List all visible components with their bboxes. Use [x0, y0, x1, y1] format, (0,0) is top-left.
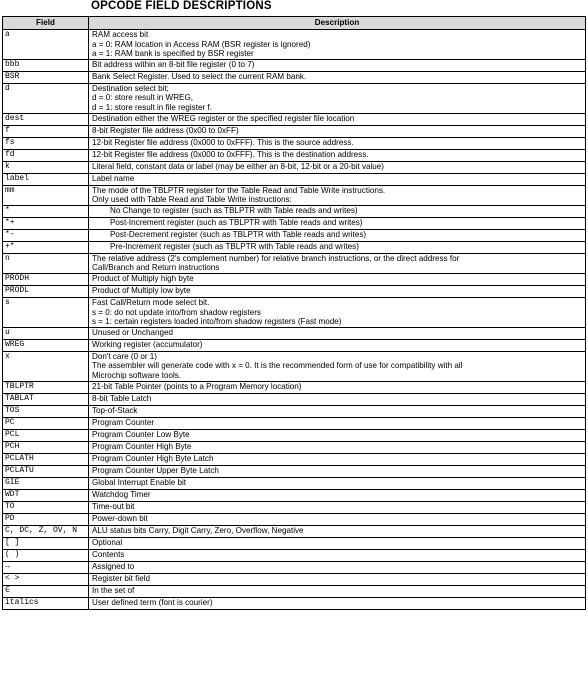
description-cell: [89, 429, 586, 441]
field-cell: [3, 573, 89, 585]
description-cell: [89, 125, 586, 137]
field-cell: [3, 241, 89, 253]
description-line: ALU status bits Carry, Digit Carry, Zero, Overflow, Negative: [92, 525, 304, 535]
description-cell: [89, 30, 586, 60]
field-cell: [3, 285, 89, 297]
table-row: [3, 381, 586, 393]
field-name: *-: [5, 229, 15, 239]
description-line: s = 0: do not update into/from shadow registers: [92, 307, 261, 317]
description-line: Program Counter Upper Byte Latch: [92, 465, 219, 475]
description-line: Program Counter Low Byte: [92, 429, 190, 439]
field-cell: [3, 149, 89, 161]
description-line: Literal field, constant data or label (may be either an 8-bit, 12-bit or a 20-bit value): [92, 161, 384, 171]
table-row: [3, 441, 586, 453]
description-line: s = 1: certain registers loaded into/from shadow registers (Fast mode): [92, 317, 342, 327]
field-cell: [3, 137, 89, 149]
field-cell: [3, 597, 89, 609]
table-row: [3, 59, 586, 71]
description-cell: [89, 241, 586, 253]
table-row: [3, 549, 586, 561]
description-line: The assembler will generate code with x = 0. It is the recommended form of use for compatibility with all: [92, 361, 463, 371]
description-line: 21-bit Table Pointer (points to a Program Memory location): [92, 381, 302, 391]
description-cell: [89, 573, 586, 585]
field-name: x: [5, 351, 10, 361]
description-cell: [89, 381, 586, 393]
field-name: s: [5, 297, 10, 307]
field-name: ∈: [5, 585, 10, 595]
field-name: WREG: [5, 339, 25, 349]
description-line: User defined term (font is courier): [92, 597, 213, 607]
field-name: dest: [5, 113, 25, 123]
table-row: [3, 453, 586, 465]
description-cell: [89, 441, 586, 453]
field-name: TABLAT: [5, 393, 34, 403]
table-row: [3, 537, 586, 549]
field-cell: [3, 173, 89, 185]
table-row: [3, 113, 586, 125]
field-cell: [3, 253, 89, 273]
description-cell: [89, 501, 586, 513]
table-row: [3, 477, 586, 489]
description-line: 12-bit Register file address (0x000 to 0xFFF). This is the source address.: [92, 137, 354, 147]
table-row: [3, 327, 586, 339]
description-cell: [89, 185, 586, 205]
table-row: [3, 229, 586, 241]
table-row: [3, 217, 586, 229]
field-name: u: [5, 327, 10, 337]
field-cell: [3, 297, 89, 327]
field-name: WDT: [5, 489, 20, 499]
field-name: fd: [5, 149, 15, 159]
description-line: Watchdog Timer: [92, 489, 151, 499]
description-line: Call/Branch and Return instructions: [92, 263, 220, 273]
table-row: [3, 149, 586, 161]
description-line: Program Counter High Byte: [92, 441, 192, 451]
field-name: BSR: [5, 71, 20, 81]
field-cell: [3, 549, 89, 561]
description-line: 8-bit Register file address (0x00 to 0xFF): [92, 125, 239, 135]
description-line: Post-Decrement register (such as TBLPTR with Table reads and writes): [110, 229, 367, 239]
description-cell: [89, 339, 586, 351]
field-cell: [3, 465, 89, 477]
description-line: No Change to register (such as TBLPTR with Table reads and writes): [110, 205, 358, 215]
field-cell: [3, 30, 89, 60]
field-cell: [3, 339, 89, 351]
description-line: Program Counter: [92, 417, 155, 427]
field-cell: [3, 59, 89, 71]
field-name: < >: [5, 573, 20, 583]
field-name: →: [5, 561, 10, 571]
table-row: [3, 297, 586, 327]
description-line: Label name: [92, 173, 135, 183]
description-cell: [89, 489, 586, 501]
field-cell: [3, 161, 89, 173]
description-cell: [89, 83, 586, 113]
field-name: bbb: [5, 59, 20, 69]
field-name: C, DC, Z, OV, N: [5, 525, 78, 535]
field-name: PRODL: [5, 285, 30, 295]
description-cell: [89, 205, 586, 217]
field-name: PCH: [5, 441, 20, 451]
description-cell: [89, 173, 586, 185]
description-cell: [89, 59, 586, 71]
description-line: Program Counter High Byte Latch: [92, 453, 214, 463]
field-name: k: [5, 161, 10, 171]
table-row: [3, 185, 586, 205]
field-cell: [3, 205, 89, 217]
description-cell: [89, 113, 586, 125]
table-row: [3, 489, 586, 501]
field-cell: [3, 441, 89, 453]
description-line: Working register (accumulator): [92, 339, 203, 349]
description-cell: [89, 327, 586, 339]
description-cell: [89, 597, 586, 609]
field-name: PCLATH: [5, 453, 34, 463]
table-row: [3, 285, 586, 297]
field-cell: [3, 351, 89, 381]
description-line: The relative address (2's complement number) for relative branch instructions, or the direct address for: [92, 253, 460, 263]
table-row: [3, 83, 586, 113]
field-name: $\overline{PD}$: [5, 513, 15, 523]
description-line: Global Interrupt Enable bit: [92, 477, 187, 487]
description-cell: [89, 393, 586, 405]
field-name: mm: [5, 185, 15, 195]
field-cell: [3, 217, 89, 229]
description-cell: [89, 405, 586, 417]
field-name: ( ): [5, 549, 20, 559]
field-cell: [3, 453, 89, 465]
table-row: [3, 513, 586, 525]
description-cell: [89, 537, 586, 549]
description-cell: [89, 253, 586, 273]
table-header-row: [3, 17, 586, 30]
field-name: PC: [5, 417, 15, 427]
description-cell: [89, 525, 586, 537]
description-cell: [89, 585, 586, 597]
field-name: TBLPTR: [5, 381, 34, 391]
description-cell: [89, 465, 586, 477]
field-cell: [3, 125, 89, 137]
description-cell: [89, 229, 586, 241]
column-header-field: Field: [3, 17, 89, 30]
description-line: a = 0: RAM location in Access RAM (BSR register is ignored): [92, 39, 311, 49]
table-row: [3, 393, 586, 405]
description-line: Unused or Unchanged: [92, 327, 173, 337]
table-row: [3, 597, 586, 609]
table-row: [3, 585, 586, 597]
description-line: RAM access bit: [92, 30, 149, 39]
table-row: [3, 241, 586, 253]
field-name: *: [5, 205, 10, 215]
description-line: In the set of: [92, 585, 135, 595]
field-cell: [3, 71, 89, 83]
field-cell: [3, 585, 89, 597]
table-row: [3, 273, 586, 285]
table-row: [3, 137, 586, 149]
field-cell: [3, 113, 89, 125]
description-line: d = 1: store result in file register f.: [92, 102, 212, 112]
description-line: Top-of-Stack: [92, 405, 138, 415]
description-line: Contents: [92, 549, 125, 559]
table-row: [3, 561, 586, 573]
description-cell: [89, 137, 586, 149]
field-name: italics: [5, 597, 39, 607]
field-cell: [3, 185, 89, 205]
description-line: Pre-Increment register (such as TBLPTR with Table reads and writes): [110, 241, 359, 251]
field-name: n: [5, 253, 10, 263]
table-row: [3, 405, 586, 417]
field-cell: [3, 83, 89, 113]
field-name: label: [5, 173, 30, 183]
table-row: [3, 351, 586, 381]
field-name: *+: [5, 217, 15, 227]
field-cell: [3, 417, 89, 429]
description-cell: [89, 477, 586, 489]
description-line: Assigned to: [92, 561, 135, 571]
description-line: Product of Multiply low byte: [92, 285, 191, 295]
description-line: Destination select bit;: [92, 83, 169, 93]
description-line: Don't care (0 or 1): [92, 351, 157, 361]
field-name: f: [5, 125, 10, 135]
field-name: GIE: [5, 477, 20, 487]
table-row: [3, 30, 586, 60]
field-cell: [3, 501, 89, 513]
description-line: Power-down bit: [92, 513, 148, 523]
field-name: fs: [5, 137, 15, 147]
description-line: Bit address within an 8-bit file register (0 to 7): [92, 59, 255, 69]
description-cell: [89, 351, 586, 381]
description-cell: [89, 417, 586, 429]
description-cell: [89, 217, 586, 229]
table-row: [3, 173, 586, 185]
field-cell: [3, 537, 89, 549]
field-name: PRODH: [5, 273, 30, 283]
field-name: TOS: [5, 405, 20, 415]
description-line: Register bit field: [92, 573, 151, 583]
description-line: d = 0: store result in WREG,: [92, 93, 193, 103]
description-line: Time-out bit: [92, 501, 135, 511]
field-name: PCLATU: [5, 465, 34, 475]
description-cell: [89, 549, 586, 561]
field-cell: [3, 393, 89, 405]
description-line: Optional: [92, 537, 123, 547]
field-cell: [3, 489, 89, 501]
field-name: PCL: [5, 429, 20, 439]
table-row: [3, 125, 586, 137]
field-name: $\overline{TO}$: [5, 501, 15, 511]
opcode-field-table: [2, 16, 586, 610]
description-cell: [89, 161, 586, 173]
field-cell: [3, 561, 89, 573]
description-line: Microchip software tools.: [92, 370, 182, 380]
field-cell: [3, 477, 89, 489]
description-line: a = 1: RAM bank is specified by BSR register: [92, 49, 254, 59]
field-cell: [3, 381, 89, 393]
table-row: [3, 161, 586, 173]
description-line: Bank Select Register. Used to select the current RAM bank.: [92, 71, 307, 81]
table-row: [3, 429, 586, 441]
description-cell: [89, 561, 586, 573]
field-cell: [3, 273, 89, 285]
table-row: [3, 465, 586, 477]
description-line: Fast Call/Return mode select bit.: [92, 297, 210, 307]
description-line: 8-bit Table Latch: [92, 393, 152, 403]
table-row: [3, 417, 586, 429]
table-row: [3, 253, 586, 273]
field-name: [ ]: [5, 537, 20, 547]
table-row: [3, 501, 586, 513]
description-cell: [89, 285, 586, 297]
description-line: The mode of the TBLPTR register for the Table Read and Table Write instructions.: [92, 185, 386, 195]
field-cell: [3, 405, 89, 417]
description-line: Only used with Table Read and Table Write instructions:: [92, 195, 292, 205]
table-row: [3, 205, 586, 217]
field-cell: [3, 525, 89, 537]
description-cell: [89, 297, 586, 327]
table-row: [3, 525, 586, 537]
table-body: [3, 30, 586, 610]
description-cell: [89, 513, 586, 525]
table-row: [3, 339, 586, 351]
field-cell: [3, 229, 89, 241]
field-name: d: [5, 83, 10, 93]
description-line: Destination either the WREG register or the specified register file location: [92, 113, 355, 123]
description-cell: [89, 273, 586, 285]
description-cell: [89, 149, 586, 161]
description-line: Product of Multiply high byte: [92, 273, 194, 283]
field-cell: [3, 327, 89, 339]
page-title: OPCODE FIELD DESCRIPTIONS: [91, 0, 272, 12]
description-line: Post-Increment register (such as TBLPTR with Table reads and writes): [110, 217, 363, 227]
field-cell: [3, 429, 89, 441]
table-row: [3, 573, 586, 585]
column-header-description: Description: [89, 17, 586, 30]
field-name: +*: [5, 241, 15, 251]
description-line: 12-bit Register file address (0x000 to 0xFFF). This is the destination address.: [92, 149, 369, 159]
description-cell: [89, 453, 586, 465]
field-cell: [3, 513, 89, 525]
table-row: [3, 71, 586, 83]
field-name: a: [5, 30, 10, 39]
description-cell: [89, 71, 586, 83]
